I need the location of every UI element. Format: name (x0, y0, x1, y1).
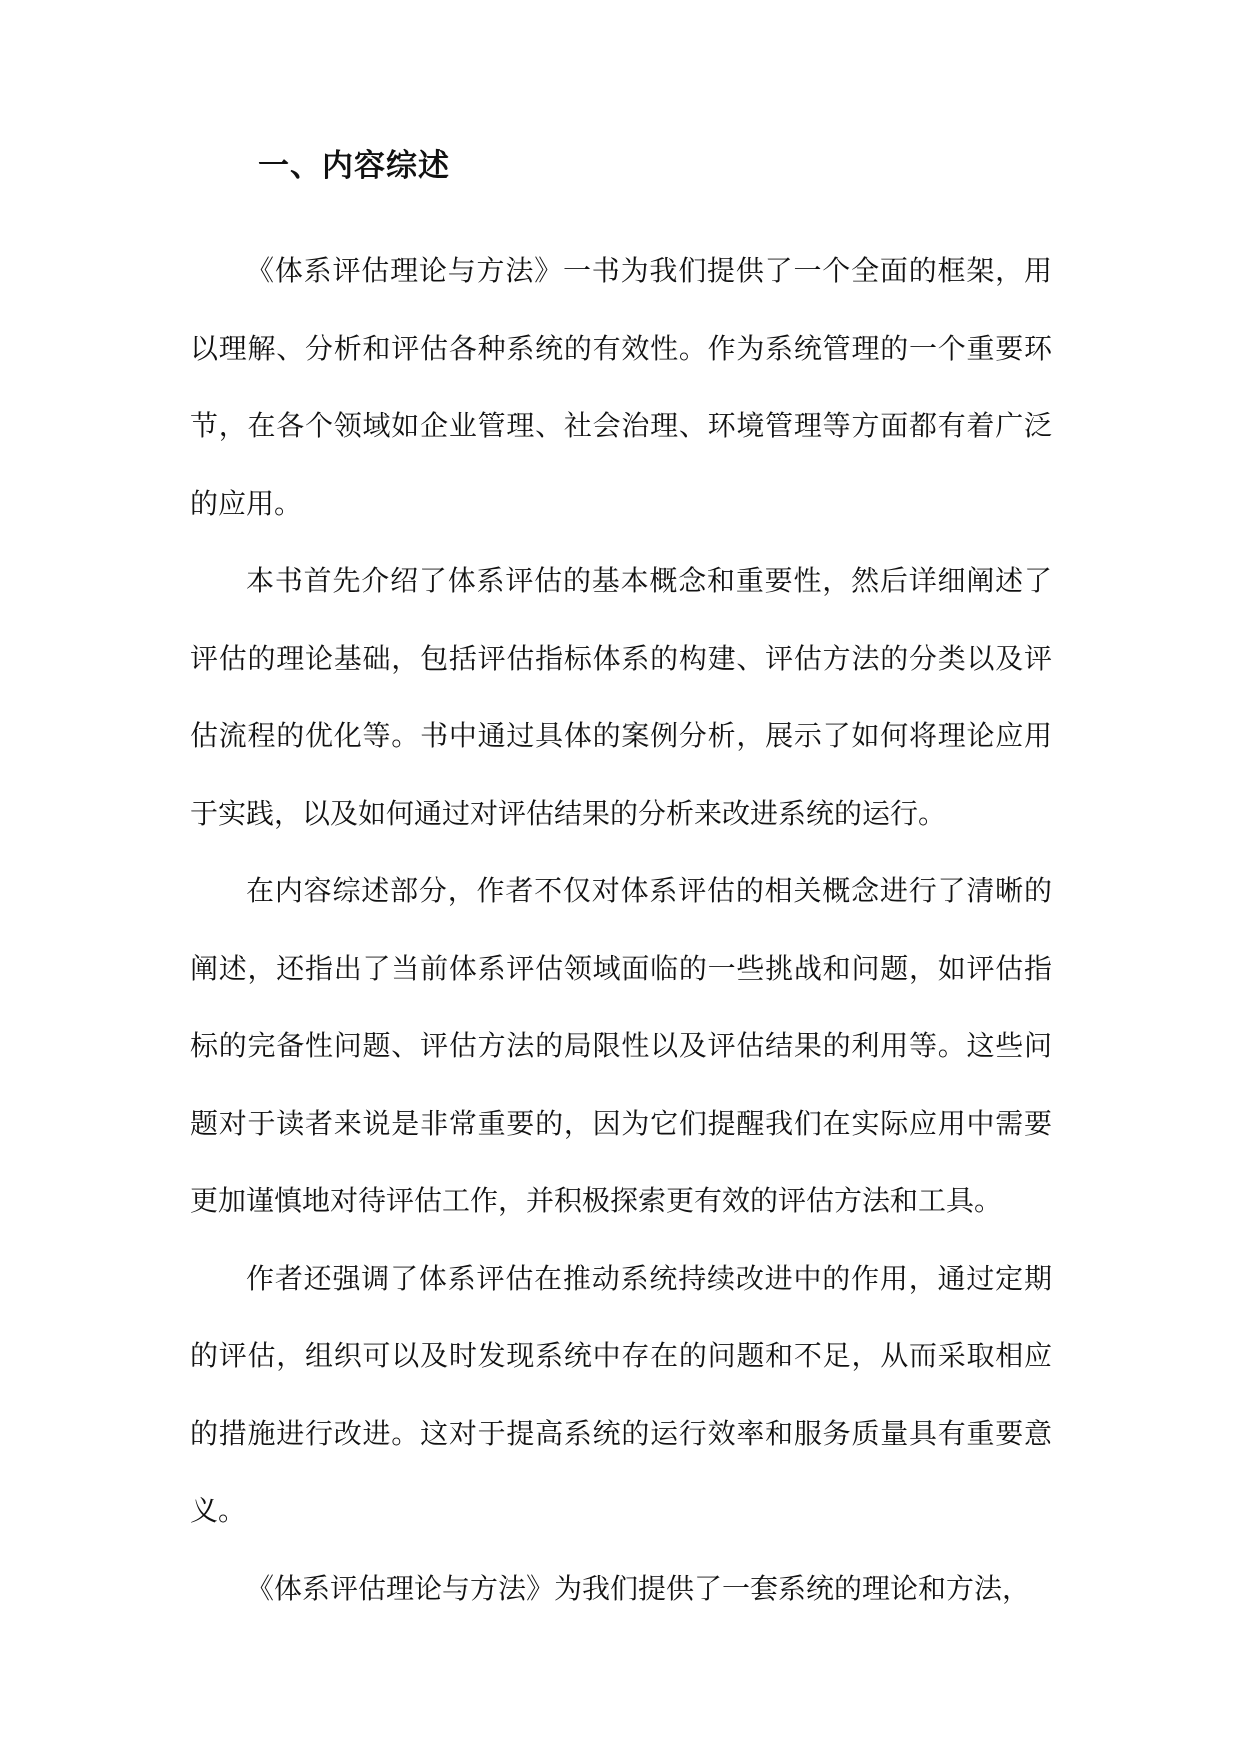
paragraph-3: 在内容综述部分，作者不仅对体系评估的相关概念进行了清晰的阐述，还指出了当前体系评估领域面临的一些挑战和问题，如评估指标的完备性问题、评估方法的局限性以及评估结果的利用等。这些问题对于读者来说是非常重要的，因为它们提醒我们在实际应用中需要更加谨慎地对待评估工作，并积极探索更有效的评估方法和工具。 (190, 874, 1052, 1217)
paragraph-4: 作者还强调了体系评估在推动系统持续改进中的作用，通过定期的评估，组织可以及时发现系统中存在的问题和不足，从而采取相应的措施进行改进。这对于提高系统的运行效率和服务质量具有重要意义。 (190, 1261, 1052, 1527)
paragraph-2: 本书首先介绍了体系评估的基本概念和重要性，然后详细阐述了评估的理论基础，包括评估指标体系的构建、评估方法的分类以及评估流程的优化等。书中通过具体的案例分析，展示了如何将理论应用于实践，以及如何通过对评估结果的分析来改进系统的运行。 (190, 564, 1052, 830)
section-heading: 一、内容综述 (258, 148, 450, 184)
document-body (190, 232, 1052, 1627)
paragraph-5: 《体系评估理论与方法》为我们提供了一套系统的理论和方法， (246, 1571, 1031, 1605)
paragraph-1: 《体系评估理论与方法》一书为我们提供了一个全面的框架，用以理解、分析和评估各种系统的有效性。作为系统管理的一个重要环节，在各个领域如企业管理、社会治理、环境管理等方面都有着广泛的应用。 (190, 254, 1052, 520)
